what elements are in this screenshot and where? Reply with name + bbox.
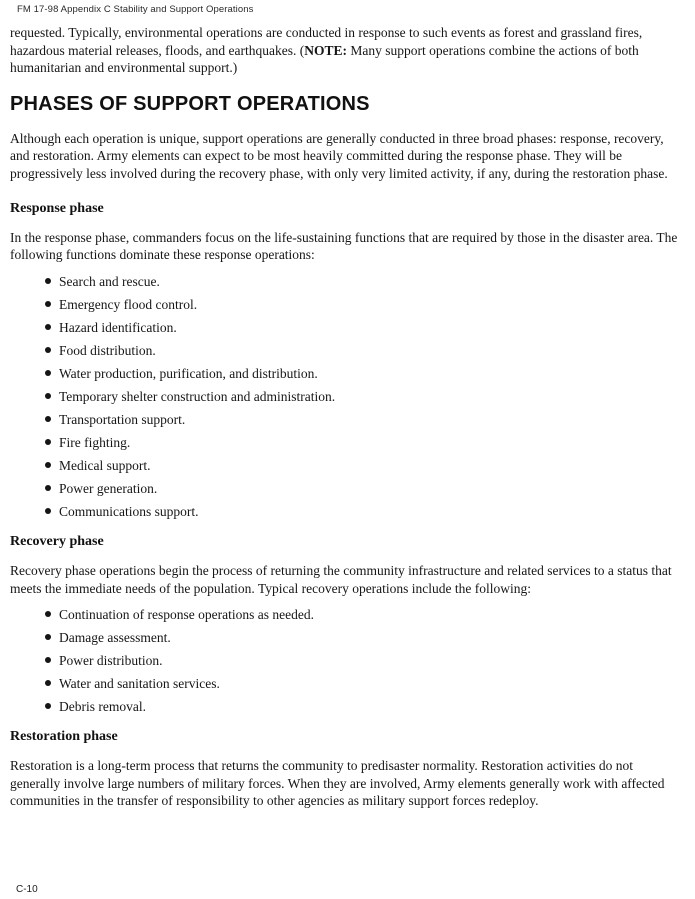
list-item [45, 606, 684, 624]
page-content [10, 24, 684, 810]
bullet-icon [45, 416, 51, 422]
list-item [45, 480, 684, 498]
paragraph-overview: Although each operation is unique, support operations are generally conducted in three broad phases: response, recovery, and restoration. Army elements can expect to be most heavily committed during the response phase. They will be progressively less involved during the recovery phase, with only very limited activity, if any, during the restoration phase. [10, 130, 668, 181]
section-title: PHASES OF SUPPORT OPERATIONS [10, 92, 370, 115]
list-item-text: Damage assessment. [59, 630, 171, 646]
list-item-text: Medical support. [59, 457, 151, 473]
bullet-icon [45, 657, 51, 663]
list-item-text: Power generation. [59, 480, 158, 496]
bullet-icon [45, 393, 51, 399]
bullet-icon [45, 508, 51, 514]
list-item [45, 365, 684, 383]
bullet-icon [45, 634, 51, 640]
paragraph-recovery: Recovery phase operations begin the process of returning the community infrastructure and related services to a status that meets the immediate needs of the population. Typical recovery operations include the following: [10, 563, 672, 596]
intro-post-note-text: Many support operations combine the actions of both humanitarian and environmental support.) [10, 42, 639, 76]
list-item-text: Food distribution. [59, 342, 156, 358]
intro-pre-note-text: requested. Typically, environmental operations are conducted in response to such events as forest and grassland fires, hazardous material releases, floods, and earthquakes. ( [10, 25, 643, 58]
page-number: C-10 [16, 884, 38, 895]
bullet-icon [45, 278, 51, 284]
bullet-icon [45, 485, 51, 491]
bullet-icon [45, 439, 51, 445]
recovery-bullet-list [10, 606, 684, 716]
list-item-text: Communications support. [59, 503, 199, 519]
list-item-text: Power distribution. [59, 653, 163, 669]
paragraph-response: In the response phase, commanders focus on the life-sustaining functions that are required by those in the disaster area. The following functions dominate these response operations: [10, 229, 678, 263]
list-item-text: Search and rescue. [59, 273, 160, 289]
list-item-text: Transportation support. [59, 411, 186, 427]
phase-heading-restoration: Restoration phase [10, 728, 118, 744]
list-item-text: Hazard identification. [59, 319, 177, 335]
bullet-icon [45, 462, 51, 468]
list-item-text: Water and sanitation services. [59, 676, 220, 692]
note-label: NOTE: [304, 42, 348, 58]
list-item [45, 629, 684, 647]
list-item [45, 698, 684, 716]
phase-heading-recovery: Recovery phase [10, 534, 104, 550]
list-item [45, 457, 684, 475]
bullet-icon [45, 611, 51, 617]
list-item [45, 652, 684, 670]
list-item [45, 342, 684, 360]
list-item-text: Debris removal. [59, 699, 146, 715]
bullet-icon [45, 347, 51, 353]
list-item [45, 434, 684, 452]
list-item [45, 411, 684, 429]
list-item [45, 388, 684, 406]
bullet-icon [45, 324, 51, 330]
list-item [45, 296, 684, 314]
response-bullet-list [10, 273, 684, 520]
list-item [45, 319, 684, 337]
list-item-text: Emergency flood control. [59, 296, 198, 312]
list-item [45, 273, 684, 291]
list-item-text: Water production, purification, and distribution. [59, 365, 318, 381]
list-item-text: Temporary shelter construction and administration. [59, 388, 336, 404]
paragraph-intro [10, 24, 684, 77]
bullet-icon [45, 370, 51, 376]
running-header: FM 17-98 Appendix C Stability and Support Operations [17, 4, 254, 15]
bullet-icon [45, 703, 51, 709]
phase-heading-response: Response phase [10, 200, 104, 216]
list-item [45, 503, 684, 521]
paragraph-restoration: Restoration is a long-term process that returns the community to predisaster normality. Restoration activities do not generally involve large numbers of military forces. When they are involved, Army elements generally work with affected communities in the transfer of responsibility to other agencies as military support forces redeploy. [10, 757, 665, 809]
list-item-text: Continuation of response operations as needed. [59, 607, 314, 623]
bullet-icon [45, 301, 51, 307]
list-item-text: Fire fighting. [59, 434, 131, 450]
bullet-icon [45, 680, 51, 686]
list-item [45, 675, 684, 693]
